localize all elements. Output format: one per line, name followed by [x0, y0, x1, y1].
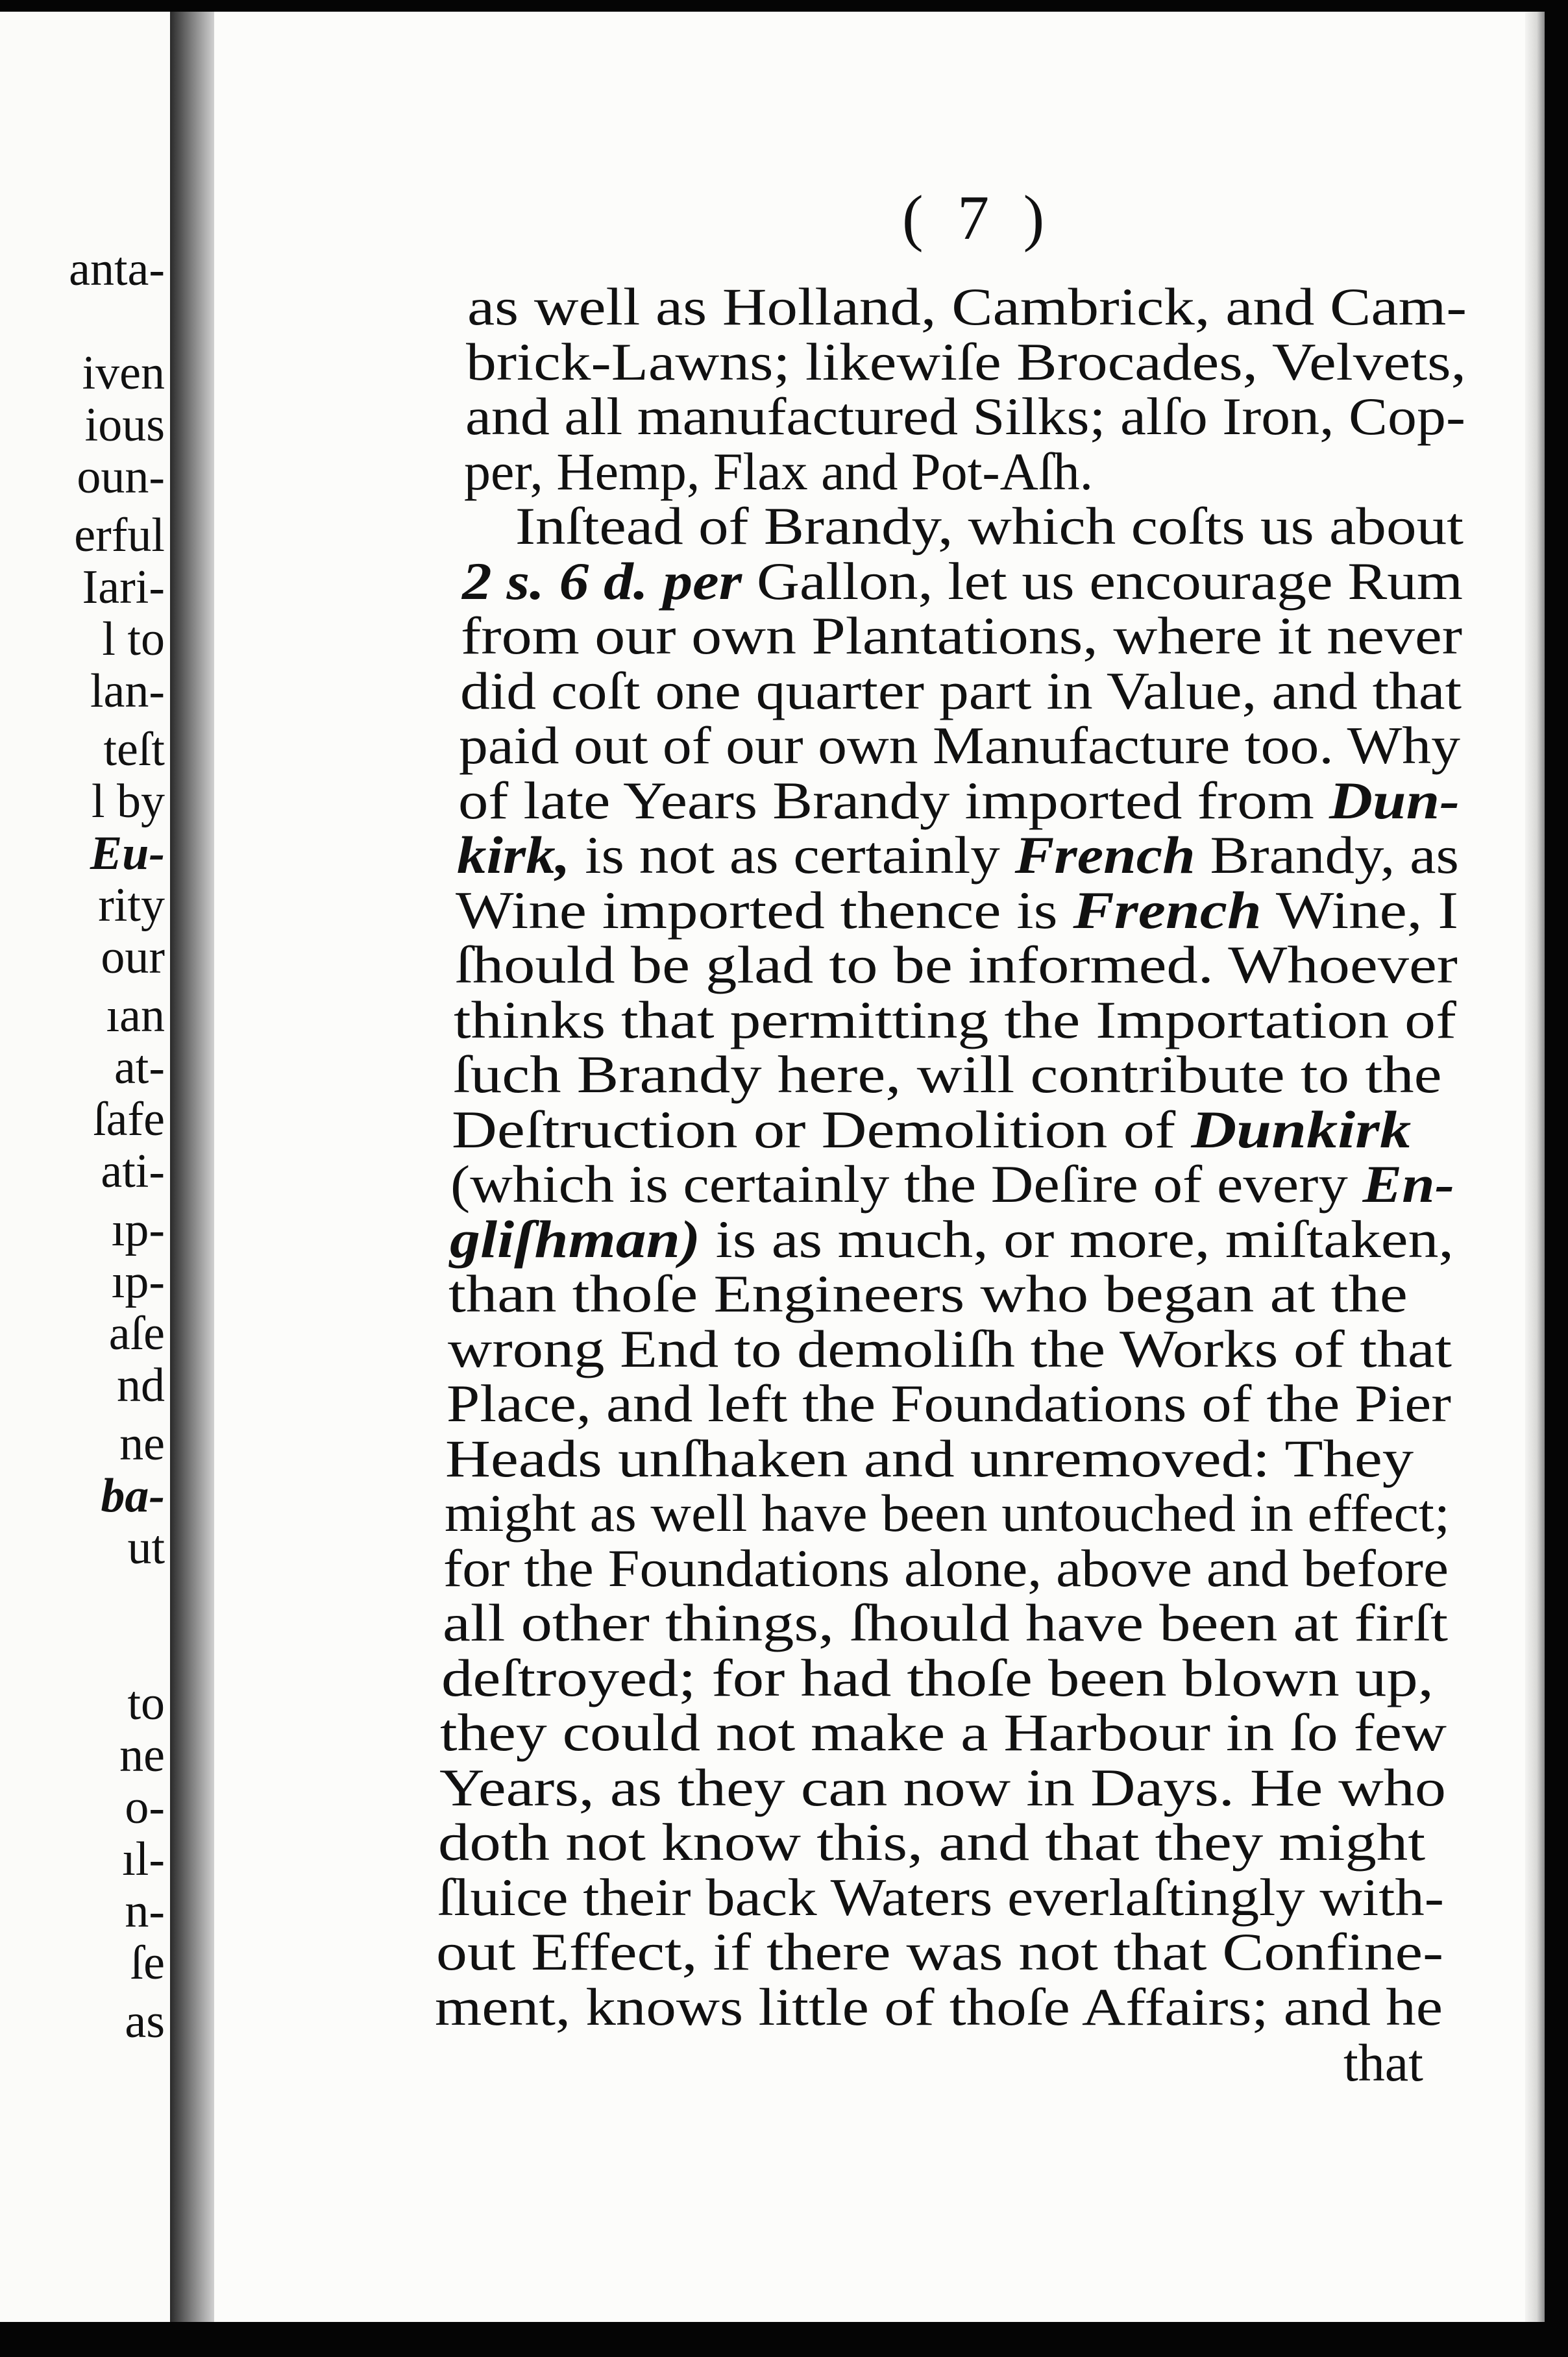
- left-page-line: o-: [125, 1781, 165, 1834]
- text-run: from our own Plantations, where it never: [461, 606, 1463, 665]
- text-run: Deſtruction or Demolition of: [452, 1100, 1192, 1159]
- left-page-line: oun-: [77, 450, 165, 504]
- text-line: [464, 443, 1093, 501]
- text-run: wrong End to demoliſh the Works of that: [448, 1319, 1452, 1378]
- text-line: [438, 1813, 1425, 1872]
- text-run: they could not make a Harbour in ſo few: [440, 1703, 1447, 1762]
- text-run: is as much, or more, miſtaken,: [700, 1210, 1454, 1269]
- text-line: [440, 1704, 1447, 1762]
- text-line: [450, 1210, 1454, 1269]
- left-page-line: at-: [114, 1041, 165, 1094]
- text-line: [455, 936, 1458, 994]
- left-page-line: erful: [74, 509, 165, 562]
- text-line: [445, 1430, 1414, 1488]
- text-run: Inſtead of Brandy, which coſts us about: [515, 496, 1464, 556]
- text-run: thinks that permitting the Importation of: [454, 990, 1456, 1049]
- left-page-line: l to: [102, 613, 165, 666]
- text-line: [448, 1265, 1408, 1323]
- text-run: ment, knows little of thoſe Affairs; and he: [435, 1977, 1443, 2036]
- left-page-line: ıp-: [111, 1203, 165, 1256]
- italic-text: 2 s. 6 d. per: [462, 552, 742, 611]
- page-edge: [1525, 12, 1545, 2322]
- catchword: that: [1343, 2033, 1423, 2092]
- text-line: [450, 1155, 1454, 1214]
- text-run: Heads unſhaken and unremoved: They: [445, 1429, 1414, 1488]
- left-page-line: our: [101, 931, 165, 984]
- text-run: all other things, ſhould have been at firſt: [443, 1593, 1449, 1652]
- text-run: (which is certainly the Deſire of every: [450, 1154, 1363, 1214]
- text-run: might as well have been untouched in effect;: [445, 1484, 1451, 1543]
- text-line: [456, 881, 1458, 940]
- text-line: [460, 662, 1462, 720]
- left-page-line: n-: [125, 1885, 165, 1938]
- left-page-line: ut: [127, 1521, 165, 1574]
- text-line: [443, 1594, 1448, 1652]
- left-page-line: l by: [91, 775, 165, 828]
- text-line: [441, 1649, 1434, 1707]
- text-run: brick-Lawns; likewiſe Brocades, Velvets,: [466, 332, 1467, 391]
- text-line: [436, 1923, 1443, 1981]
- left-page-line: ıl-: [122, 1833, 165, 1886]
- text-run: ſuch Brandy here, will contribute to the: [453, 1045, 1442, 1104]
- text-line: [462, 552, 1463, 611]
- text-line: [458, 772, 1460, 830]
- left-page-line: ne: [119, 1729, 165, 1782]
- left-page-line: iven: [82, 347, 165, 400]
- book-page: [214, 12, 1545, 2322]
- text-run: and all manufactured Silks; alſo Iron, Cop-: [465, 387, 1465, 446]
- text-run: did coſt one quarter part in Value, and that: [460, 661, 1462, 720]
- text-run: doth not know this, and that they might: [438, 1813, 1426, 1872]
- text-line: [459, 716, 1460, 775]
- left-page-line: lan-: [90, 665, 165, 718]
- left-page-line: ſafe: [93, 1093, 165, 1146]
- text-line: [457, 826, 1459, 885]
- text-run: than thoſe Engineers who began at the: [448, 1264, 1408, 1323]
- text-line: [443, 1539, 1449, 1598]
- italic-text: Dunkirk: [1191, 1100, 1412, 1159]
- text-run: per, Hemp, Flax and Pot-Aſh.: [464, 442, 1094, 501]
- previous-page-fragment: [0, 12, 170, 2322]
- text-run: Wine, I: [1261, 881, 1458, 940]
- text-run: Place, and left the Foundations of the Pier: [447, 1374, 1451, 1433]
- text-run: Wine imported thence is: [456, 881, 1073, 940]
- left-page-line: ıp-: [111, 1255, 165, 1308]
- italic-text: kirk,: [457, 825, 570, 885]
- text-line: [437, 1868, 1444, 1927]
- left-page-line: Eu-: [90, 827, 165, 880]
- text-line: [454, 991, 1456, 1049]
- left-page-line: ſe: [130, 1936, 165, 1990]
- italic-text: French: [1073, 881, 1262, 940]
- text-line: [515, 497, 1464, 556]
- text-line: [448, 1320, 1452, 1378]
- left-page-line: teſt: [103, 723, 165, 776]
- italic-text: En-: [1362, 1154, 1454, 1214]
- text-run: ſhould be glad to be informed. Whoever: [455, 935, 1458, 994]
- text-line: [453, 1045, 1442, 1104]
- text-run: Brandy, as: [1195, 825, 1459, 885]
- text-line: [461, 607, 1462, 665]
- left-page-line: ba-: [101, 1469, 165, 1522]
- italic-text: French: [1014, 825, 1195, 885]
- text-line: [445, 1484, 1450, 1543]
- text-line: [467, 278, 1467, 336]
- left-page-line: rity: [98, 879, 165, 932]
- left-page-line: aſe: [108, 1307, 165, 1360]
- text-run: as well as Holland, Cambrick, and Cam-: [467, 277, 1467, 336]
- text-run: Years, as they can now in Days. He who: [439, 1758, 1446, 1817]
- left-page-line: Iari-: [82, 561, 165, 614]
- left-page-line: ious: [84, 398, 165, 452]
- text-run: ſluice their back Waters everlaſtingly with-: [437, 1868, 1444, 1927]
- text-run: paid out of our own Manufacture too. Why: [459, 716, 1460, 775]
- left-page-line: nd: [117, 1359, 165, 1412]
- text-line: [452, 1101, 1411, 1159]
- left-page-line: anta-: [69, 243, 165, 296]
- text-line: [439, 1759, 1446, 1817]
- text-run: out Effect, if there was not that Confine-: [436, 1922, 1443, 1981]
- text-line: [447, 1374, 1451, 1433]
- text-run: of late Years Brandy imported from: [458, 771, 1330, 830]
- left-page-line: as: [125, 1995, 165, 2048]
- italic-text: Dun-: [1329, 771, 1460, 830]
- italic-text: gliſhman): [450, 1210, 701, 1269]
- text-run: is not as certainly: [570, 825, 1015, 885]
- left-page-line: ıan: [106, 989, 165, 1042]
- text-run: deſtroyed; for had thoſe been blown up,: [441, 1648, 1434, 1707]
- left-page-line: ne: [119, 1417, 165, 1471]
- text-line: [466, 333, 1466, 391]
- text-line: [465, 387, 1465, 446]
- left-page-line: to: [127, 1677, 165, 1730]
- page-number: ( 7 ): [902, 183, 1054, 253]
- left-page-line: ati-: [101, 1145, 165, 1198]
- text-line: [435, 1978, 1443, 2036]
- text-run: for the Foundations alone, above and before: [443, 1539, 1449, 1598]
- text-run: Gallon, let us encourage Rum: [742, 552, 1463, 611]
